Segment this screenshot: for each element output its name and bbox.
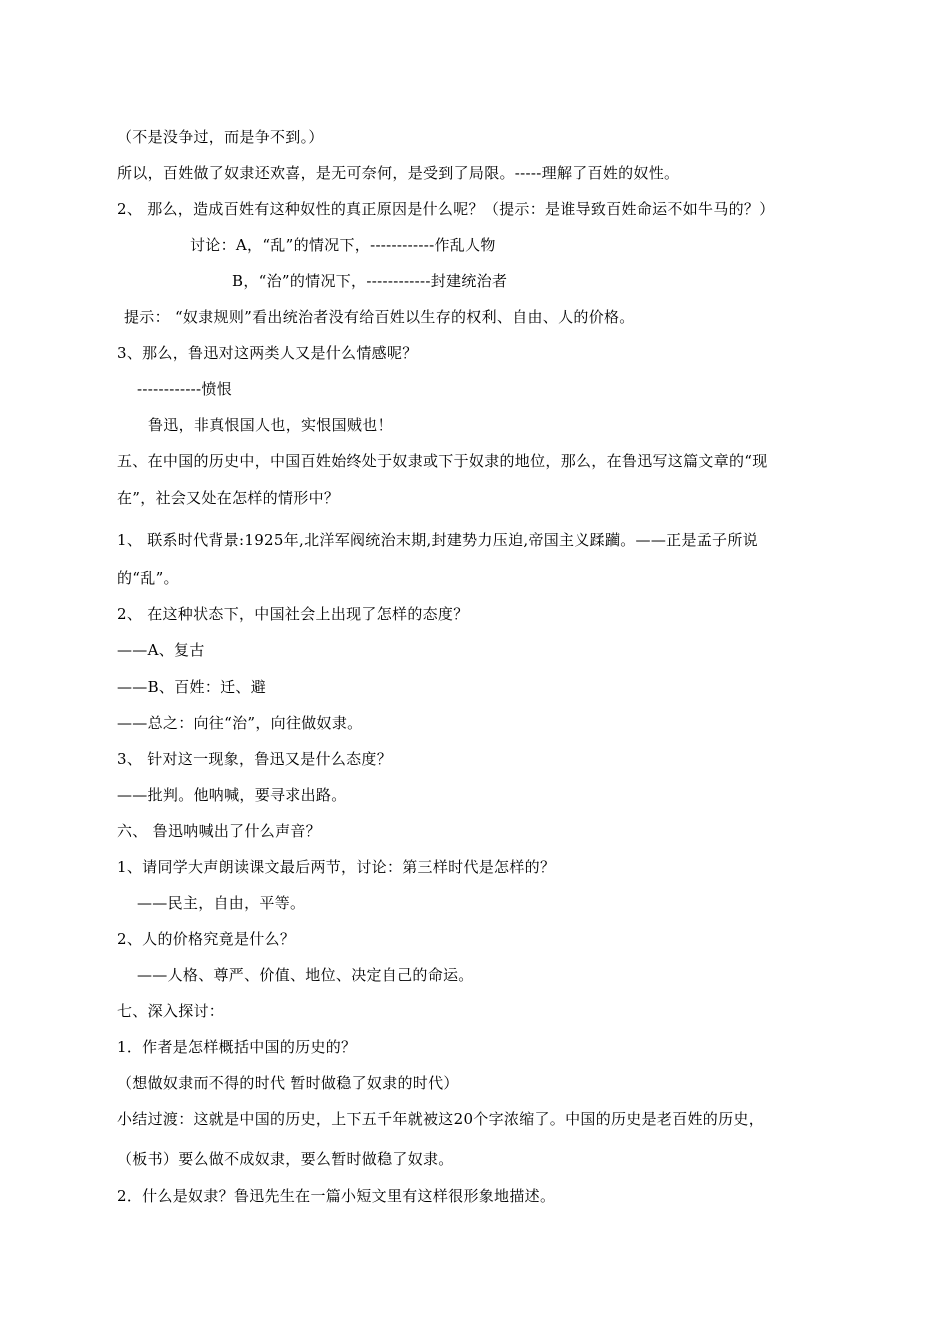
text-line-27: （想做奴隶而不得的时代 暂时做稳了奴隶的时代） xyxy=(117,1074,459,1092)
text-line-2: 所以，百姓做了奴隶还欢喜，是无可奈何，是受到了局限。-----理解了百姓的奴性。 xyxy=(117,164,680,182)
text-line-8: ------------愤恨 xyxy=(137,380,233,398)
text-line-25: 七、深入探讨： xyxy=(117,1002,225,1020)
text-line-13: 的“乱”。 xyxy=(117,569,179,587)
text-line-4: 讨论：A，“乱”的情况下，------------作乱人物 xyxy=(190,236,496,254)
text-line-30: 2．什么是奴隶？鲁迅先生在一篇小短文里有这样很形象地描述。 xyxy=(117,1187,556,1205)
text-line-18: 3、 针对这一现象，鲁迅又是什么态度？ xyxy=(117,750,393,768)
text-line-5: B，“治”的情况下，------------封建统治者 xyxy=(232,272,508,290)
text-line-11: 在”，社会又处在怎样的情形中？ xyxy=(117,489,340,507)
text-line-3: 2、 那么，造成百姓有这种奴性的真正原因是什么呢？（提示：是谁导致百姓命运不如牛马的？） xyxy=(117,200,775,218)
text-line-9: 鲁迅，非真恨国人也，实恨国贼也！ xyxy=(148,416,393,434)
text-line-23: 2、人的价格究竟是什么？ xyxy=(117,930,296,948)
text-line-12: 1、 联系时代背景:1925年,北洋军阀统治末期,封建势力压迫,帝国主义蹂躏。——正是孟子所说 xyxy=(117,531,758,549)
text-line-20: 六、 鲁迅呐喊出了什么声音？ xyxy=(117,822,321,840)
text-line-15: ——A、复古 xyxy=(117,641,205,659)
text-line-29: （板书）要么做不成奴隶，要么暂时做稳了奴隶。 xyxy=(117,1150,454,1168)
text-line-14: 2、 在这种状态下，中国社会上出现了怎样的态度？ xyxy=(117,605,469,623)
text-line-24: ——人格、尊严、价值、地位、决定自己的命运。 xyxy=(137,966,474,984)
text-line-19: ——批判。他呐喊，要寻求出路。 xyxy=(117,786,347,804)
text-line-16: ——B、百姓：迁、避 xyxy=(117,678,267,696)
text-line-21: 1、请同学大声朗读课文最后两节，讨论：第三样时代是怎样的？ xyxy=(117,858,556,876)
text-line-1: （不是没争过，而是争不到。） xyxy=(117,128,324,146)
text-line-17: ——总之：向往“治”，向往做奴隶。 xyxy=(117,714,363,732)
text-line-7: 3、那么，鲁迅对这两类人又是什么情感呢？ xyxy=(117,344,418,362)
text-line-6: 提示： “奴隶规则”看出统治者没有给百姓以生存的权利、自由、人的价格。 xyxy=(124,308,635,326)
text-line-22: ——民主，自由，平等。 xyxy=(137,894,306,912)
text-line-26: 1．作者是怎样概括中国的历史的？ xyxy=(117,1038,357,1056)
text-line-10: 五、在中国的历史中，中国百姓始终处于奴隶或下于奴隶的地位，那么，在鲁迅写这篇文章的“现 xyxy=(117,452,768,470)
text-line-28: 小结过渡：这就是中国的历史，上下五千年就被这20个字浓缩了。中国的历史是老百姓的历史， xyxy=(117,1110,764,1128)
